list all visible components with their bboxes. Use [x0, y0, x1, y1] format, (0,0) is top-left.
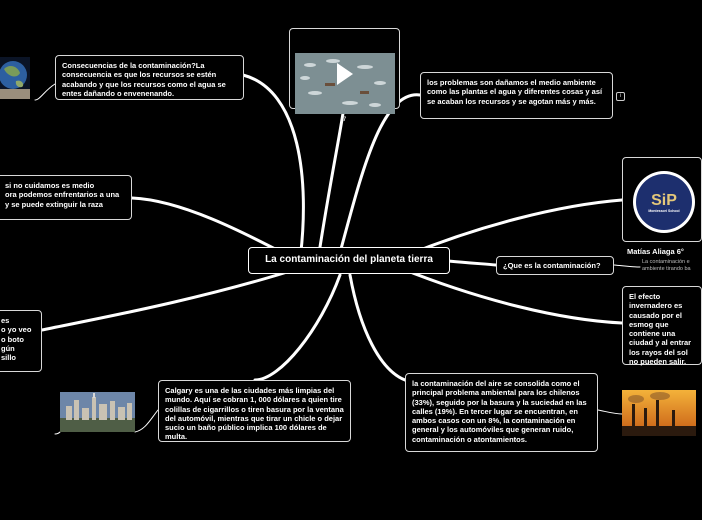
author-label: Matías Aliaga 6° — [627, 246, 684, 256]
node-calgary[interactable]: Calgary es una de las ciudades más limpias del mundo. Aquí se cobran 1, 000 dólares a quien tire colillas de cigarrillos o tiren basura por la ventana del automóvil, mientras que tirar un chicle o dejar sucio un baño público implica 100 dólares de multa. — [158, 380, 351, 442]
node-que-es[interactable]: ¿Que es la contaminación? — [496, 256, 614, 275]
branch-aire-img — [598, 410, 622, 414]
video-caption: 7 — [342, 116, 347, 123]
video-node[interactable] — [289, 28, 400, 123]
info-icon[interactable]: i — [616, 92, 625, 101]
logo-text: SiP — [651, 191, 677, 209]
video-thumbnail[interactable] — [295, 43, 395, 104]
logo-image — [633, 171, 695, 233]
que-es-detail: La contaminación e ambiente tirando ba — [642, 259, 691, 272]
factory-smog-image — [622, 390, 696, 436]
branch-calgary-img2 — [55, 432, 60, 434]
branch-calgary-img — [135, 410, 158, 432]
branch-consecuencias-img — [35, 84, 55, 100]
calgary-image — [60, 392, 135, 432]
node-author[interactable] — [622, 157, 702, 256]
branch-left-partial — [42, 268, 300, 330]
node-problemas[interactable]: los problemas son dañamos el medio ambiente como las plantas el agua y diferentes cosas y así se acaban los recursos y se agotan más y más. — [420, 72, 613, 119]
branch-aire — [350, 275, 405, 380]
branch-efecto — [400, 268, 622, 323]
node-aire[interactable]: la contaminación del aire se consolida como el principal problema ambiental para los chilenos (33%), seguido por la basura y la suciedad en las calles (19%). En tercer lugar se encuentran, en ambos casos con un 8%, la contaminación en general y los automóviles que generan ruido, contaminación o atontamientos. — [405, 373, 598, 452]
node-consecuencias[interactable]: Consecuencias de la contaminación?La consecuencia es que los recursos se estén acabando y que los recursos como el agua se entes dañando o envenenando. — [55, 55, 244, 100]
node-si-no-cuidamos[interactable]: si no cuidamos es medio ora podemos enfrentarios a una y se puede extinguir la raza — [0, 175, 132, 220]
earth-image — [0, 57, 30, 99]
node-left-partial[interactable]: es o yo veo o boto gún sillo — [0, 310, 42, 372]
branch-que-es — [448, 261, 496, 265]
central-topic[interactable]: La contaminación del planeta tierra — [248, 247, 450, 274]
branch-que-es-detail — [614, 265, 640, 267]
branch-calgary — [255, 275, 340, 380]
logo-subtext: Montessori School — [648, 208, 680, 213]
play-icon[interactable] — [337, 63, 353, 85]
node-efecto[interactable]: El efecto invernadero es causado por el esmog que contiene una ciudad y al entrar los rayos del sol no pueden salir. — [622, 286, 702, 365]
